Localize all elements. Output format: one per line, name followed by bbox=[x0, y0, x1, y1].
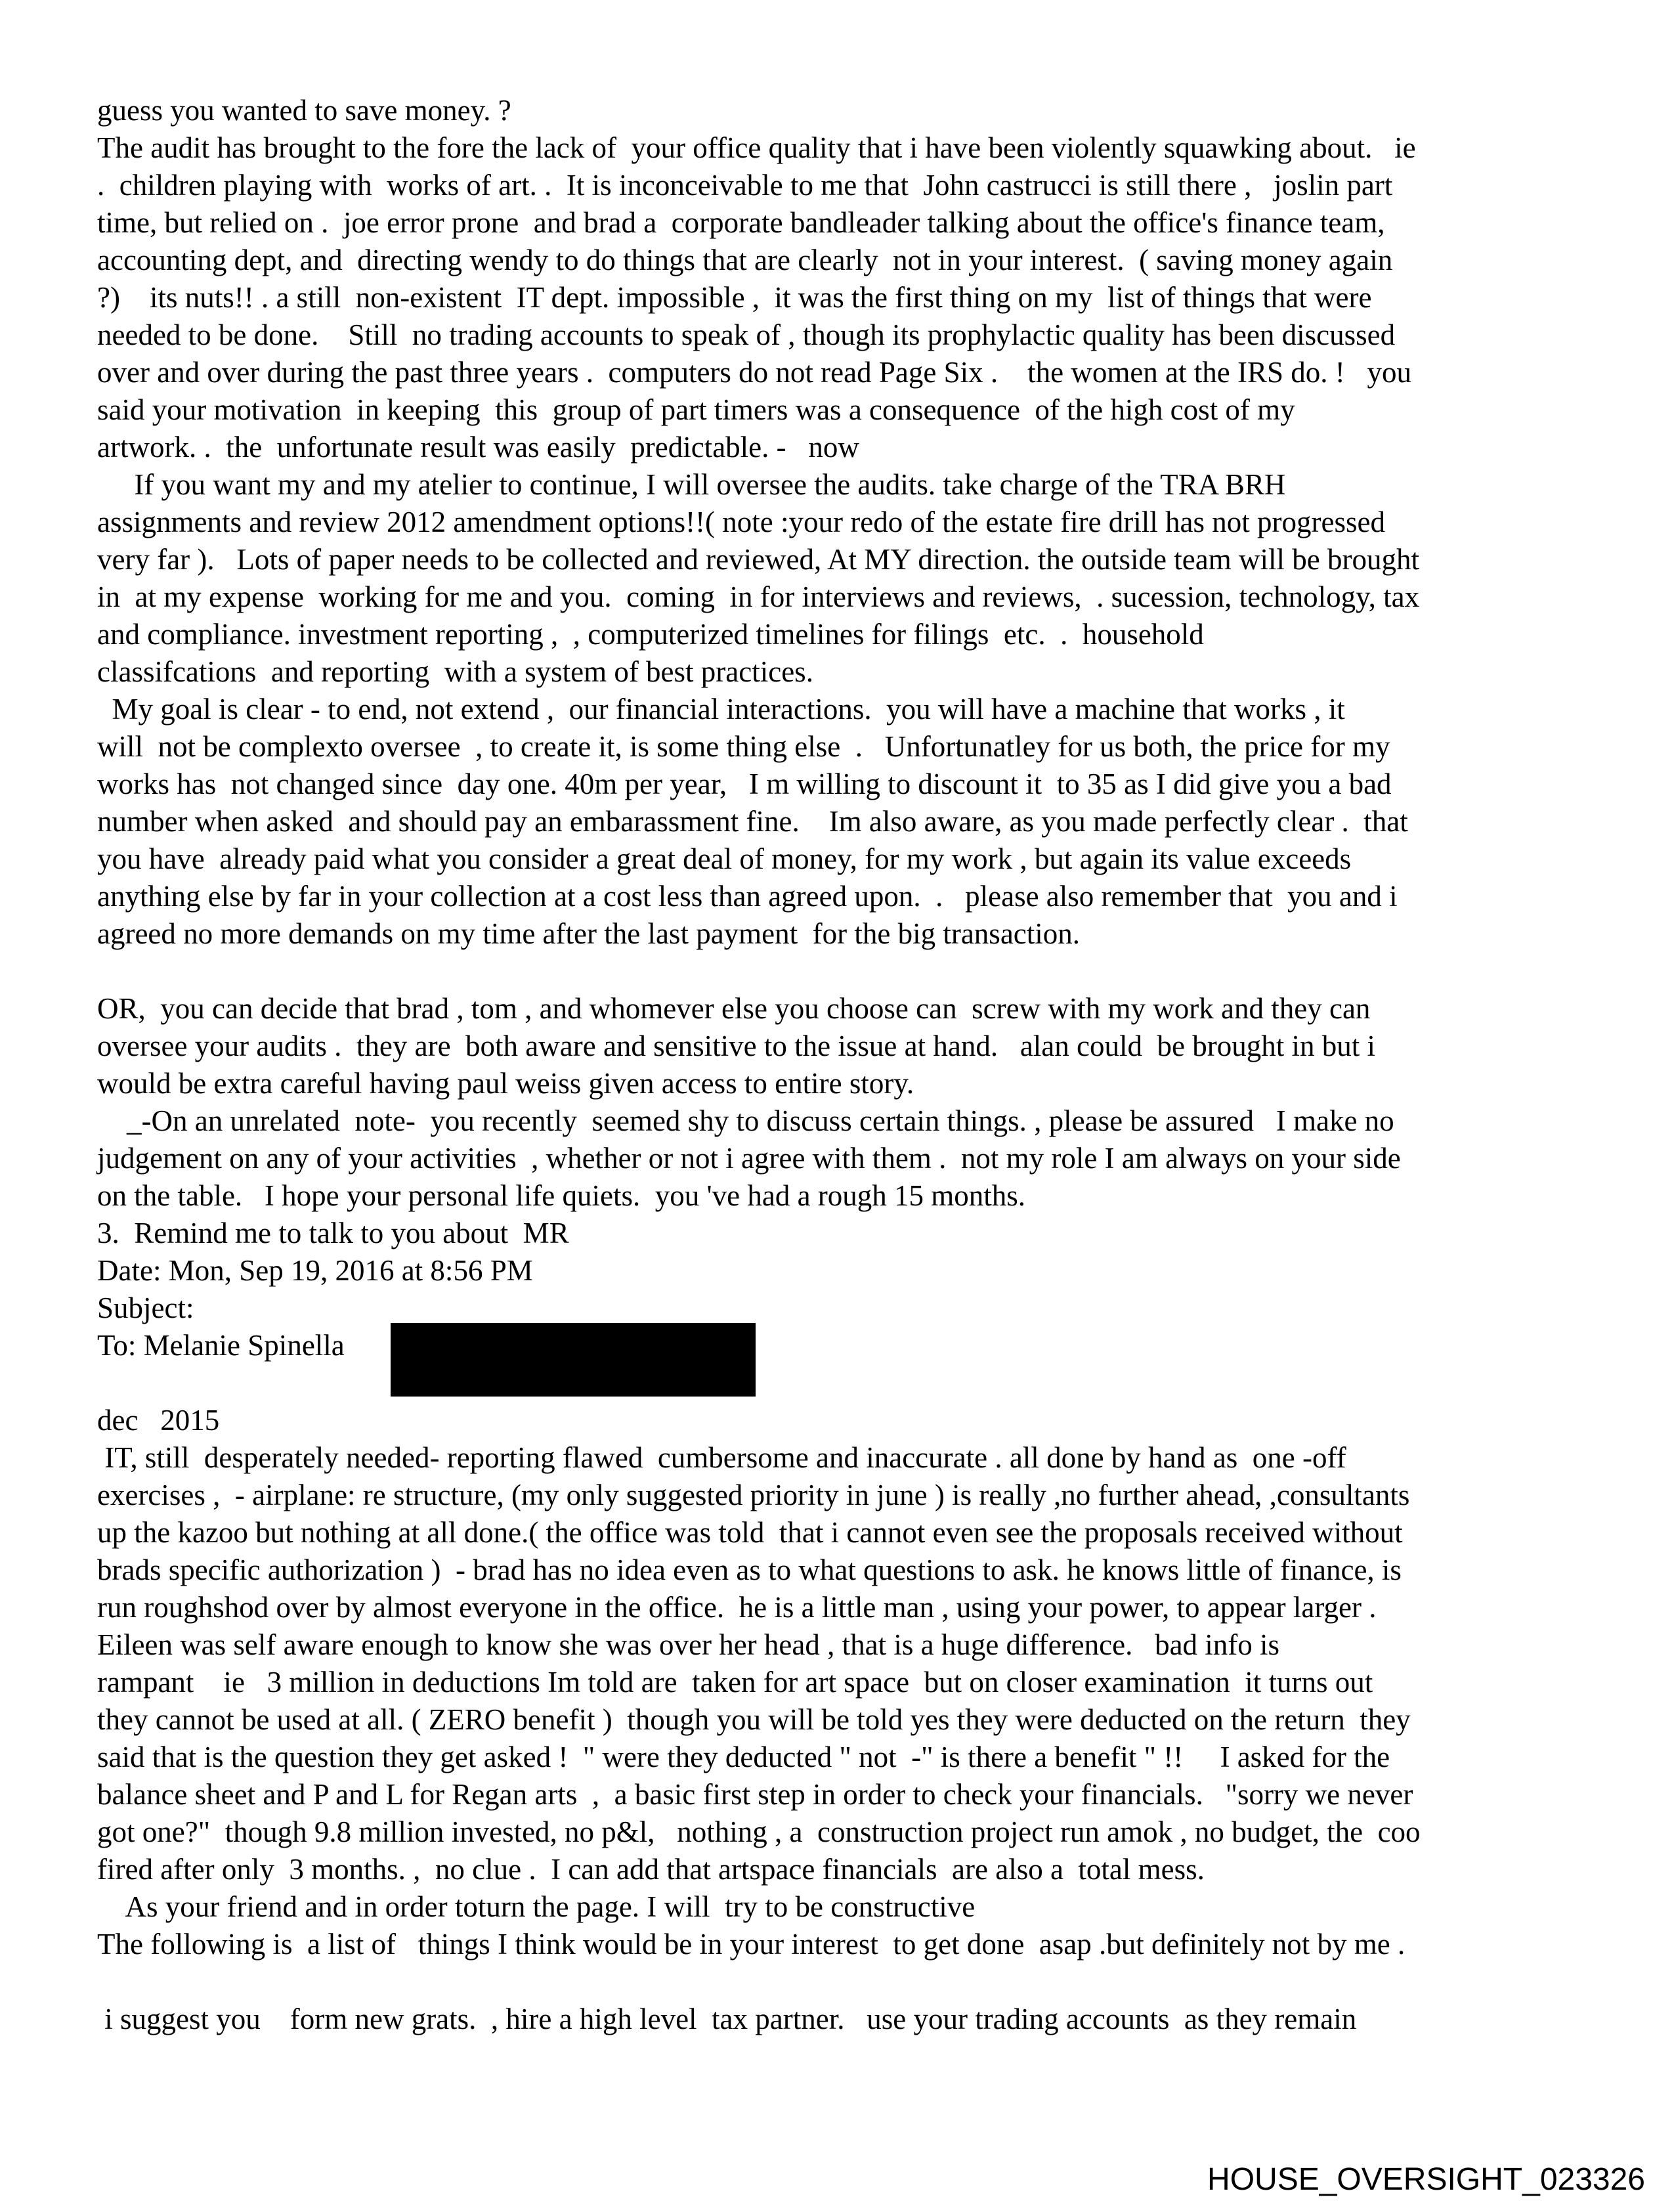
document-line-text: guess you wanted to save money. ? bbox=[97, 94, 511, 127]
document-line bbox=[97, 878, 1607, 915]
document-line-text: in at my expense working for me and you. coming in for interviews and reviews, . sucession, technology, tax bbox=[97, 580, 1420, 613]
document-line bbox=[97, 728, 1607, 766]
document-line-text: on the table. I hope your personal life quiets. you 've had a rough 15 months. bbox=[97, 1179, 1026, 1212]
document-line bbox=[97, 429, 1607, 466]
document-line bbox=[97, 1364, 1607, 1402]
document-line bbox=[97, 1028, 1607, 1065]
document-line bbox=[97, 92, 1607, 129]
document-line-text: i suggest you form new grats. , hire a high level tax partner. use your trading accounts as they remain bbox=[97, 2003, 1357, 2035]
document-line-text: accounting dept, and directing wendy to do things that are clearly not in your interest. ( saving money again bbox=[97, 244, 1393, 276]
document-line bbox=[97, 242, 1607, 279]
document-line bbox=[97, 1140, 1607, 1177]
document-line bbox=[97, 1215, 1607, 1252]
document-line bbox=[97, 1514, 1607, 1551]
document-line-text: got one?" though 9.8 million invested, no p&l, nothing , a construction project run amok , no budget, the coo bbox=[97, 1815, 1421, 1848]
document-line-text: To: Melanie Spinella bbox=[97, 1329, 345, 1362]
document-line bbox=[97, 1102, 1607, 1140]
document-line bbox=[97, 1177, 1607, 1215]
document-line-text: As your friend and in order toturn the page. I will try to be constructive bbox=[97, 1890, 976, 1923]
document-line bbox=[97, 466, 1607, 504]
document-line bbox=[97, 129, 1607, 167]
document-line-text: over and over during the past three years . computers do not read Page Six . the women at the IRS do. ! you bbox=[97, 356, 1412, 389]
document-line-text bbox=[97, 1366, 104, 1399]
document-line-text: run roughshod over by almost everyone in the office. he is a little man , using your power, to appear larger . bbox=[97, 1591, 1377, 1624]
document-line bbox=[97, 1776, 1607, 1813]
document-line-text: anything else by far in your collection at a cost less than agreed upon. . please also remember that you and i bbox=[97, 880, 1398, 913]
document-line bbox=[97, 316, 1607, 354]
document-line bbox=[97, 915, 1607, 953]
document-line-text: balance sheet and P and L for Regan arts , a basic first step in order to check your financials. "sorry we never bbox=[97, 1778, 1413, 1811]
document-line bbox=[97, 840, 1607, 878]
document-line bbox=[97, 1477, 1607, 1514]
document-line bbox=[97, 1851, 1607, 1888]
document-line bbox=[97, 1664, 1607, 1701]
document-line-text: brads specific authorization ) - brad has no idea even as to what questions to ask. he knows little of finance, is bbox=[97, 1553, 1402, 1586]
document-line-text: agreed no more demands on my time after the last payment for the big transaction. bbox=[97, 917, 1081, 950]
document-line bbox=[97, 1888, 1607, 1926]
document-line bbox=[97, 2001, 1607, 2038]
document-line bbox=[97, 1963, 1607, 2001]
document-line-text: Date: Mon, Sep 19, 2016 at 8:56 PM bbox=[97, 1254, 533, 1287]
document-line-text: number when asked and should pay an embarassment fine. Im also aware, as you made perfectly clear . that bbox=[97, 805, 1408, 838]
document-line-text: The audit has brought to the fore the lack of your office quality that i have been violently squawking about. ie bbox=[97, 131, 1416, 164]
document-line-text: fired after only 3 months. , no clue . I can add that artspace financials are also a total mess. bbox=[97, 1853, 1205, 1886]
document-line bbox=[97, 1626, 1607, 1664]
document-line bbox=[97, 1252, 1607, 1290]
document-line bbox=[97, 391, 1607, 429]
document-line bbox=[97, 803, 1607, 840]
document-line-text: would be extra careful having paul weiss given access to entire story. bbox=[97, 1067, 914, 1100]
document-line-text: dec 2015 bbox=[97, 1404, 220, 1437]
document-line bbox=[97, 1813, 1607, 1851]
document-line bbox=[97, 1589, 1607, 1626]
document-line bbox=[97, 279, 1607, 316]
document-line-text: works has not changed since day one. 40m per year, I m willing to discount it to 35 as I did give you a bad bbox=[97, 768, 1392, 800]
document-line bbox=[97, 1327, 1607, 1364]
document-line-text: needed to be done. Still no trading accounts to speak of , though its prophylactic quality has been discussed bbox=[97, 318, 1396, 351]
document-line bbox=[97, 990, 1607, 1028]
document-line-text: exercises , - airplane: re structure, (my only suggested priority in june ) is really ,no further ahead, ,consultants bbox=[97, 1479, 1410, 1511]
document-line-text: said that is the question they get asked ! " were they deducted " not -" is there a benefit " !! I asked for the bbox=[97, 1741, 1390, 1773]
document-line-text: assignments and review 2012 amendment options!!( note :your redo of the estate fire drill has not progressed bbox=[97, 506, 1385, 538]
document-line-text: _-On an unrelated note- you recently seemed shy to discuss certain things. , please be assured I make no bbox=[97, 1104, 1394, 1137]
document-line bbox=[97, 691, 1607, 728]
document-line bbox=[97, 653, 1607, 691]
document-line-text: artwork. . the unfortunate result was easily predictable. - now bbox=[97, 431, 859, 464]
document-line-text: 3. Remind me to talk to you about MR bbox=[97, 1217, 569, 1249]
document-line bbox=[97, 1701, 1607, 1739]
document-line-text: up the kazoo but nothing at all done.( the office was told that i cannot even see the proposals received without bbox=[97, 1516, 1403, 1549]
document-line-text: and compliance. investment reporting , , computerized timelines for filings etc. . household bbox=[97, 618, 1204, 651]
document-line-text: IT, still desperately needed- reporting flawed cumbersome and inaccurate . all done by hand as one -off bbox=[97, 1441, 1346, 1474]
document-line-text: time, but relied on . joe error prone and brad a corporate bandleader talking about the office's finance team, bbox=[97, 206, 1385, 239]
document-line bbox=[97, 1065, 1607, 1102]
document-line-text: will not be complexto oversee , to create it, is some thing else . Unfortunatley for us both, the price for my bbox=[97, 730, 1390, 763]
document-line bbox=[97, 616, 1607, 653]
document-line-text: My goal is clear - to end, not extend , our financial interactions. you will have a machine that works , it bbox=[97, 693, 1345, 726]
document-line-text bbox=[97, 955, 104, 987]
document-line-text: OR, you can decide that brad , tom , and whomever else you choose can screw with my work and they can bbox=[97, 992, 1371, 1025]
document-line-text: said your motivation in keeping this group of part timers was a consequence of the high cost of my bbox=[97, 393, 1295, 426]
document-body bbox=[97, 92, 1607, 2038]
document-line bbox=[97, 167, 1607, 204]
document-line bbox=[97, 1402, 1607, 1439]
document-line-text: oversee your audits . they are both aware and sensitive to the issue at hand. alan could be brought in but i bbox=[97, 1030, 1375, 1062]
document-line-text: ?) its nuts!! . a still non-existent IT dept. impossible , it was the first thing on my list of things that were bbox=[97, 281, 1372, 314]
document-line-text: Eileen was self aware enough to know she was over her head , that is a huge difference. bad info is bbox=[97, 1628, 1280, 1661]
document-line bbox=[97, 1551, 1607, 1589]
document-line-text: If you want my and my atelier to continue, I will oversee the audits. take charge of the TRA BRH bbox=[97, 468, 1286, 501]
document-line-text: . children playing with works of art. . It is inconceivable to me that John castrucci is still there , joslin part bbox=[97, 169, 1393, 202]
document-line-text: judgement on any of your activities , whether or not i agree with them . not my role I am always on your side bbox=[97, 1142, 1401, 1175]
document-line-text: very far ). Lots of paper needs to be collected and reviewed, At MY direction. the outside team will be brought bbox=[97, 543, 1419, 576]
document-line bbox=[97, 1926, 1607, 1963]
document-line bbox=[97, 204, 1607, 242]
document-line-text: classifcations and reporting with a system of best practices. bbox=[97, 655, 813, 688]
document-line bbox=[97, 578, 1607, 616]
document-line bbox=[97, 953, 1607, 990]
document-line-text: you have already paid what you consider a great deal of money, for my work , but again its value exceeds bbox=[97, 842, 1352, 875]
document-line bbox=[97, 541, 1607, 578]
bates-number: HOUSE_OVERSIGHT_023326 bbox=[1207, 2162, 1645, 2197]
document-line-text: rampant ie 3 million in deductions Im told are taken for art space but on closer examination it turns out bbox=[97, 1666, 1373, 1699]
document-line-text: Subject: bbox=[97, 1291, 194, 1324]
document-line-text: they cannot be used at all. ( ZERO benefit ) though you will be told yes they were deducted on the return they bbox=[97, 1703, 1411, 1736]
document-line bbox=[97, 354, 1607, 391]
document-line bbox=[97, 1439, 1607, 1477]
document-line bbox=[97, 504, 1607, 541]
document-line bbox=[97, 1739, 1607, 1776]
document-line bbox=[97, 766, 1607, 803]
document-line bbox=[97, 1290, 1607, 1327]
document-line-text bbox=[97, 1965, 104, 1998]
document-line-text: The following is a list of things I think would be in your interest to get done asap .but definitely not by me . bbox=[97, 1928, 1406, 1961]
